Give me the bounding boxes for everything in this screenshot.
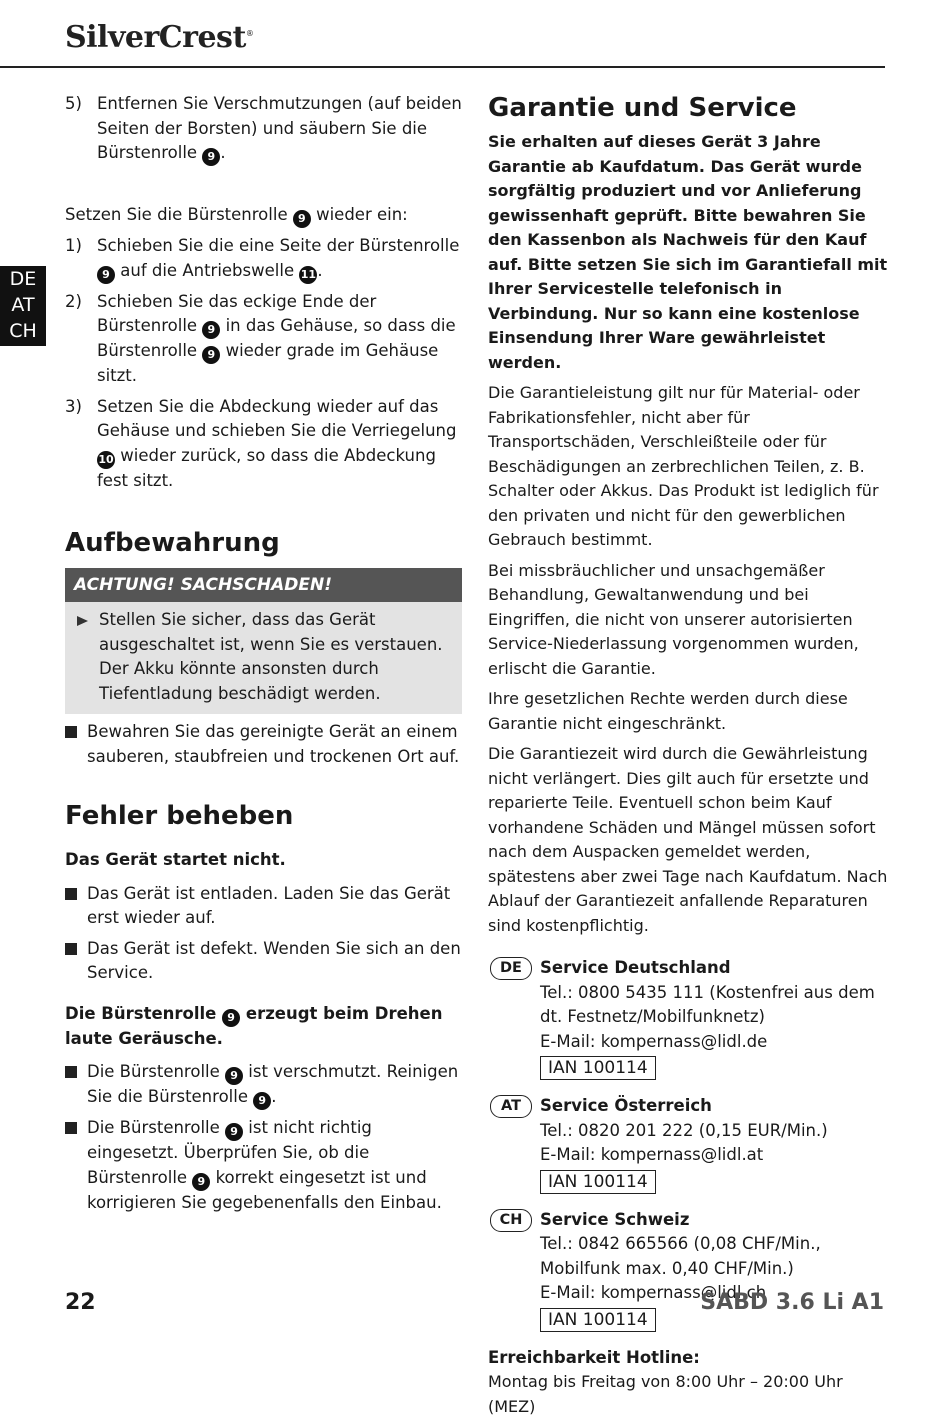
storage-bullet: Bewahren Sie das gereinigte Gerät an einem sauberen, staubfreien und trockenen Ort auf. [65, 720, 462, 769]
ref-badge: 9 [202, 148, 220, 166]
square-bullet-icon [65, 1066, 77, 1078]
trouble-bullet-1: Das Gerät ist entladen. Laden Sie das Gerät erst wieder auf. [65, 882, 462, 931]
storage-heading: Aufbewahrung [65, 528, 280, 558]
service-at: AT Service Österreich Tel.: 0820 201 222 (0,15 EUR/Min.) E-Mail: kompernass@lidl.at IAN 100114 [488, 1094, 888, 1194]
warning-item: Stellen Sie sicher, dass das Gerät ausgeschaltet ist, wenn Sie es verstauen. Der Akku könnte ansonsten durch Tiefentladung beschädigt werden. [65, 602, 462, 714]
trouble-bullet-2: Das Gerät ist defekt. Wenden Sie sich an den Service. [65, 937, 462, 986]
step-1: 1) Schieben Sie die eine Seite der Bürstenrolle 9 auf die Antriebswelle 11. [65, 234, 462, 284]
warranty-intro: Sie erhalten auf dieses Gerät 3 Jahre Garantie ab Kaufdatum. Das Gerät wurde sorgfältig produziert und vor Anlieferung gewissenhaft geprüft. Bitte bewahren Sie den Kassenbon als Nachweis für den Kauf auf. Bitte setzen Sie sich im Garantiefall mit Ihrer Servicestelle telefonisch in Verbindung. Nur so kann eine kostenlose Einsendung Ihrer Ware gewährleistet werden. [488, 132, 888, 372]
ian-box: IAN 100114 [540, 1308, 656, 1332]
reinsert-intro: Setzen Sie die Bürstenrolle 9 wieder ein: [65, 203, 462, 228]
warning-title: ACHTUNG! SACHSCHADEN! [65, 568, 462, 602]
language-tab [0, 266, 46, 346]
service-ch: CH Service Schweiz Tel.: 0842 665566 (0,08 CHF/Min., Mobilfunk max. 0,40 CHF/Min.) E-Mail: kompernass@lidl.ch IAN 100114 [488, 1208, 888, 1332]
country-badge: CH [490, 1209, 532, 1232]
step-3: 3) Setzen Sie die Abdeckung wieder auf das Gehäuse und schieben Sie die Verriegelung 10 wieder zurück, so dass die Abdeckung fest sitzt. [65, 396, 457, 490]
trouble-sub-1: Das Gerät startet nicht. [65, 850, 286, 869]
ref-badge: 9 [293, 210, 311, 228]
ian-box: IAN 100114 [540, 1056, 656, 1080]
lang-de: DE [9, 268, 37, 290]
hotline-title: Erreichbarkeit Hotline: [488, 1347, 700, 1367]
warranty-p2: Bei missbräuchlicher und unsachgemäßer Behandlung, Gewaltanwendung und bei Eingriffen, die nicht von unserer autorisierten Service-Niederlassung vorgenommen wurden, erlischt die Garantie. [488, 560, 859, 678]
warranty-p3: Ihre gesetzlichen Rechte werden durch diese Garantie nicht eingeschränkt. [488, 689, 848, 733]
square-bullet-icon [65, 888, 77, 900]
warranty-heading: Garantie und Service [488, 93, 797, 123]
trouble-sub-2: Die Bürstenrolle 9 erzeugt beim Drehen laute Geräusche. [65, 1003, 443, 1048]
step-2: 2) Schieben Sie das eckige Ende der Bürstenrolle 9 in das Gehäuse, so dass die Bürstenrolle 9 wieder grade im Gehäuse sitzt. [65, 291, 456, 385]
country-badge: DE [490, 957, 532, 980]
header-rule [0, 66, 885, 68]
square-bullet-icon [65, 726, 77, 738]
square-bullet-icon [65, 943, 77, 955]
page-number: 22 [65, 1290, 96, 1315]
step-5: 5) Entfernen Sie Verschmutzungen (auf beiden Seiten der Borsten) und säubern Sie die Bürstenrolle 9 . [65, 92, 462, 166]
trouble-bullet-3: Die Bürstenrolle 9 ist verschmutzt. Reinigen Sie die Bürstenrolle 9 . [65, 1060, 462, 1110]
lang-ch: CH [9, 320, 37, 342]
trouble-heading: Fehler beheben [65, 801, 294, 831]
warning-box [65, 568, 462, 714]
right-column [488, 92, 888, 1419]
warranty-p4: Die Garantiezeit wird durch die Gewährleistung nicht verlängert. Dies gilt auch für ersetzte und reparierte Teile. Eventuell schon beim Kauf vorhandene Schäden und Mängel müssen sofort nach dem Auspacken gemeldet werden, spätestens aber zwei Tage nach Kaufdatum. Nach Ablauf der Garantiezeit anfallende Reparaturen sind kostenpflichtig. [488, 744, 888, 935]
arrow-icon [77, 616, 88, 626]
lang-at: AT [11, 294, 35, 316]
service-de: DE Service Deutschland Tel.: 0800 5435 111 (Kostenfrei aus dem dt. Festnetz/Mobilfunknetz) E-Mail: kompernass@lidl.de IAN 100114 [488, 956, 888, 1080]
model-name: SABD 3.6 Li A1 [700, 1290, 884, 1315]
trouble-bullet-4: Die Bürstenrolle 9 ist nicht richtig eingesetzt. Überprüfen Sie, ob die Bürstenrolle 9 korrekt eingesetzt ist und korrigieren Sie gegebenenfalls den Einbau. [65, 1116, 462, 1215]
square-bullet-icon [65, 1122, 77, 1134]
brand-logo: SilverCrest® [65, 20, 254, 55]
warranty-p1: Die Garantieleistung gilt nur für Material- oder Fabrikationsfehler, nicht aber für Transportschäden, Verschleißteile oder für Beschädigungen an zerbrechlichen Teilen, z. B. Schalter oder Akkus. Das Produkt ist lediglich für den privaten und nicht für den gewerblichen Gebrauch bestimmt. [488, 383, 879, 549]
left-column [65, 92, 462, 1215]
country-badge: AT [490, 1095, 532, 1118]
hotline-text: Montag bis Freitag von 8:00 Uhr – 20:00 Uhr (MEZ) [488, 1372, 843, 1416]
ian-box: IAN 100114 [540, 1170, 656, 1194]
